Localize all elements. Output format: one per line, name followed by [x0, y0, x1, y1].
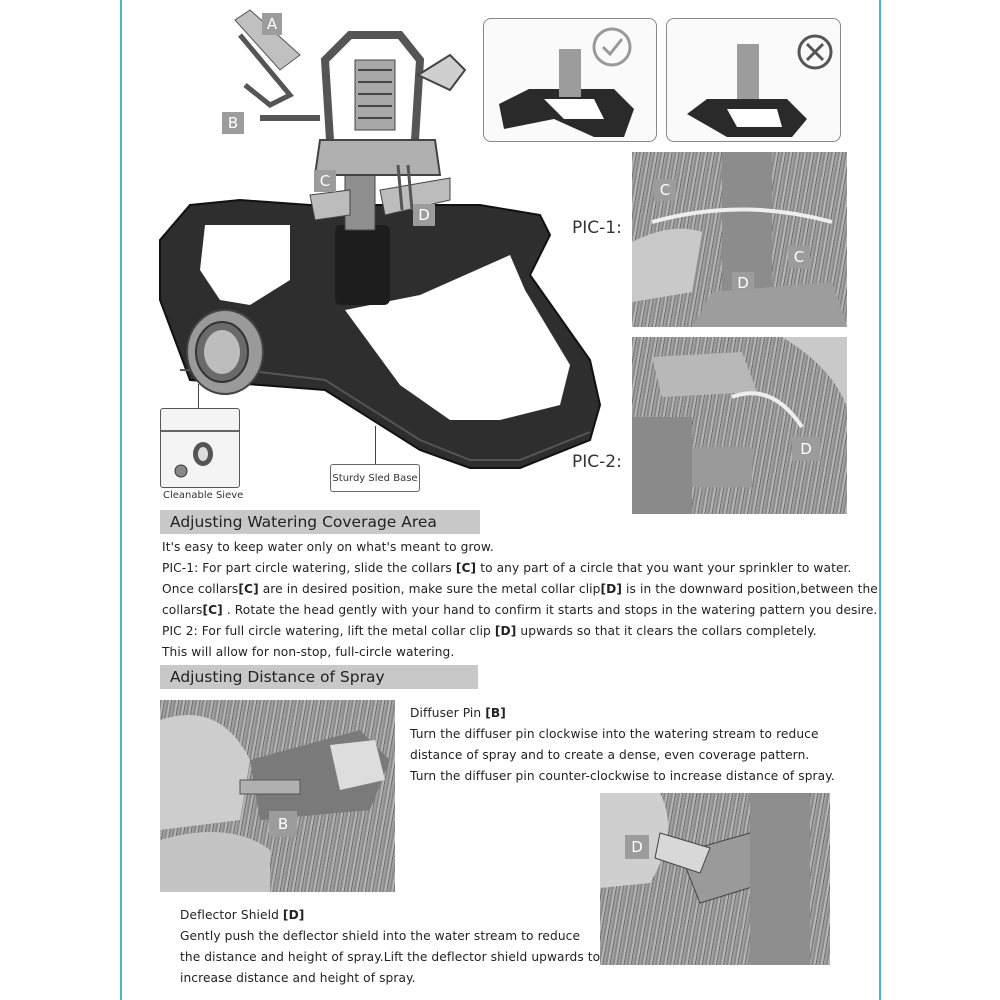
pic1-photo: [632, 152, 847, 327]
label-b-tag: B: [222, 112, 244, 134]
coverage-line-4: PIC 2: For full circle watering, lift the metal collar clip [D] upwards so that it clears the collars completely.: [162, 624, 817, 638]
incorrect-usage-photo: [666, 18, 841, 142]
deflector-title: Deflector Shield [D]: [180, 908, 305, 922]
check-icon: [594, 29, 630, 65]
coverage-section-header: Adjusting Watering Coverage Area: [160, 510, 480, 534]
spray-label-b: B: [269, 811, 297, 837]
diffuser-pin-photo: [160, 700, 395, 892]
label-d-tag: D: [413, 204, 435, 226]
pic1-label-c-right: C: [788, 246, 810, 268]
correct-usage-photo: [483, 18, 657, 142]
diffuser-line-2: distance of spray and to create a dense, even coverage pattern.: [410, 748, 810, 762]
deflector-line-3: increase distance and height of spray.: [180, 971, 416, 985]
coverage-intro: It's easy to keep water only on what's meant to grow.: [162, 540, 494, 554]
pic1-label: PIC-1:: [572, 218, 622, 238]
coverage-line-2: Once collars[C] are in desired position, make sure the metal collar clip[D] is in the downward position,between the: [162, 582, 878, 596]
deflector-line-2: the distance and height of spray.Lift the deflector shield upwards to: [180, 950, 601, 964]
left-border-line: [120, 0, 122, 1000]
diffuser-title: Diffuser Pin [B]: [410, 706, 506, 720]
sieve-leader-line: [198, 384, 199, 408]
pic1-label-c-left: C: [654, 179, 676, 201]
pic1-label-d: D: [732, 272, 754, 294]
deflector-line-1: Gently push the deflector shield into the water stream to reduce: [180, 929, 581, 943]
label-a-tag: A: [262, 13, 282, 35]
distance-section-header: Adjusting Distance of Spray: [160, 665, 478, 689]
pic2-photo: [632, 337, 847, 514]
pic2-label: PIC-2:: [572, 452, 622, 472]
diffuser-line-3: Turn the diffuser pin counter-clockwise to increase distance of spray.: [410, 769, 835, 783]
sieve-caption: Cleanable Sieve: [163, 490, 244, 501]
label-c-tag: C: [314, 170, 336, 192]
diffuser-line-1: Turn the diffuser pin clockwise into the watering stream to reduce: [410, 727, 819, 741]
coverage-line-1: PIC-1: For part circle watering, slide the collars [C] to any part of a circle that you want your sprinkler to water.: [162, 561, 852, 575]
deflector-shield-photo: [600, 793, 830, 965]
spray-label-d: D: [625, 835, 649, 859]
coverage-line-5: This will allow for non-stop, full-circle watering.: [162, 645, 455, 659]
sled-base-callout: Sturdy Sled Base: [330, 464, 420, 492]
coverage-line-3: collars[C] . Rotate the head gently with your hand to confirm it starts and stops in the watering pattern you desire.: [162, 603, 878, 617]
pic2-label-d: D: [792, 437, 820, 461]
sled-leader-line: [375, 426, 376, 464]
right-border-line: [879, 0, 881, 1000]
sieve-callout-image: [160, 408, 240, 488]
